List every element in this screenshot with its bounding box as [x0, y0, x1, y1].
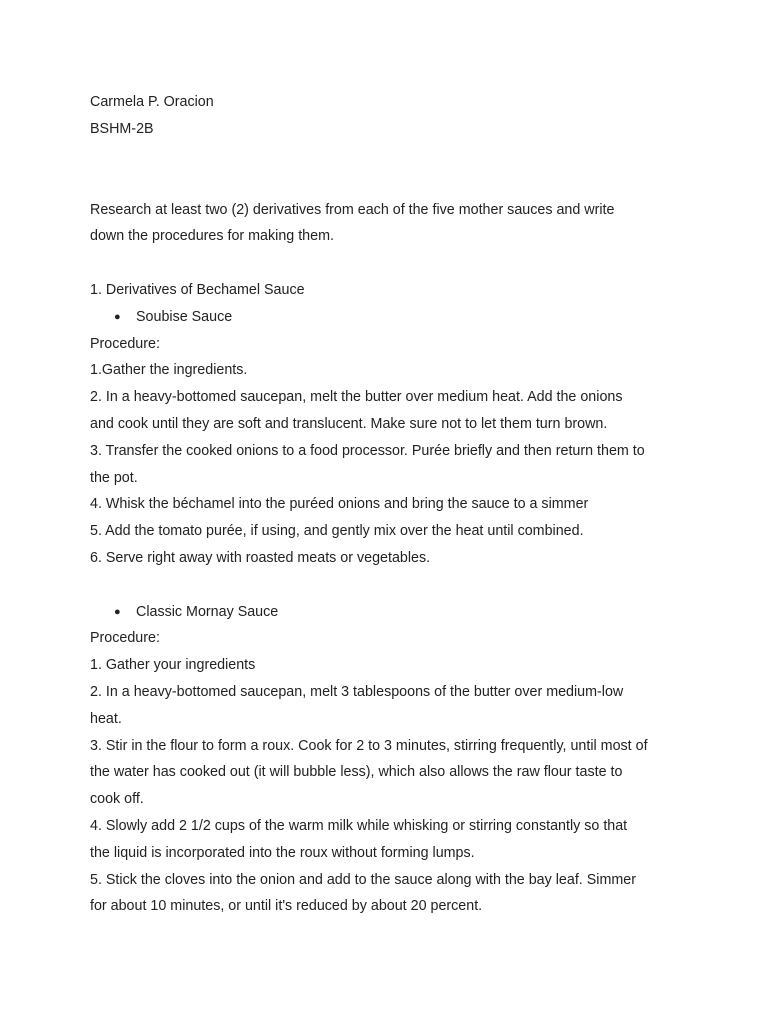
- document-page: [90, 89, 690, 920]
- procedure-line: and cook until they are soft and translucent. Make sure not to let them turn brown.: [90, 415, 608, 432]
- procedure-line: 4. Slowly add 2 1/2 cups of the warm milk while whisking or stirring constantly so that: [90, 817, 628, 834]
- procedure-label: Procedure:: [90, 630, 160, 647]
- procedure-line: 3. Stir in the flour to form a roux. Cook for 2 to 3 minutes, stirring frequently, until most of: [90, 737, 648, 754]
- procedure-label: Procedure:: [90, 335, 160, 352]
- student-name: Carmela P. Oracion: [90, 94, 214, 110]
- procedure-line: the liquid is incorporated into the roux without forming lumps.: [90, 844, 475, 861]
- procedure-line: the pot.: [90, 469, 138, 486]
- instructions-line-2: down the procedures for making them.: [90, 228, 334, 245]
- procedure-line: cook off.: [90, 791, 144, 808]
- procedure-line: 4. Whisk the béchamel into the puréed onions and bring the sauce to a simmer: [90, 496, 589, 513]
- bullet-item-soubise: [90, 304, 690, 331]
- procedure-line: 2. In a heavy-bottomed saucepan, melt 3 tablespoons of the butter over medium-low: [90, 683, 624, 700]
- sauce-name: Classic Mornay Sauce: [136, 603, 279, 620]
- procedure-line: the water has cooked out (it will bubble less), which also allows the raw flour taste to: [90, 764, 623, 781]
- student-section: BSHM-2B: [90, 120, 154, 137]
- procedure-line: heat.: [90, 710, 122, 727]
- procedure-line: 1. Gather your ingredients: [90, 657, 256, 674]
- procedure-line: 5. Stick the cloves into the onion and add to the sauce along with the bay leaf. Simmer: [90, 871, 636, 888]
- bullet-item-mornay: [90, 599, 690, 626]
- section-title: 1. Derivatives of Bechamel Sauce: [90, 281, 305, 298]
- procedure-line: 1.Gather the ingredients.: [90, 362, 248, 379]
- spacer: [90, 250, 690, 277]
- procedure-line: 6. Serve right away with roasted meats or vegetables.: [90, 549, 431, 566]
- spacer: [90, 572, 690, 599]
- spacer: [90, 143, 690, 197]
- instructions-line-1: Research at least two (2) derivatives from each of the five mother sauces and write: [90, 201, 615, 218]
- sauce-name: Soubise Sauce: [136, 308, 233, 325]
- procedure-line: for about 10 minutes, or until it's reduced by about 20 percent.: [90, 898, 483, 915]
- procedure-line: 5. Add the tomato purée, if using, and gently mix over the heat until combined.: [90, 523, 584, 540]
- procedure-line: 3. Transfer the cooked onions to a food processor. Purée briefly and then return them to: [90, 442, 645, 459]
- bullet-dot-icon: ●: [114, 605, 121, 618]
- procedure-line: 2. In a heavy-bottomed saucepan, melt the butter over medium heat. Add the onions: [90, 389, 623, 406]
- bullet-dot-icon: ●: [114, 310, 121, 323]
